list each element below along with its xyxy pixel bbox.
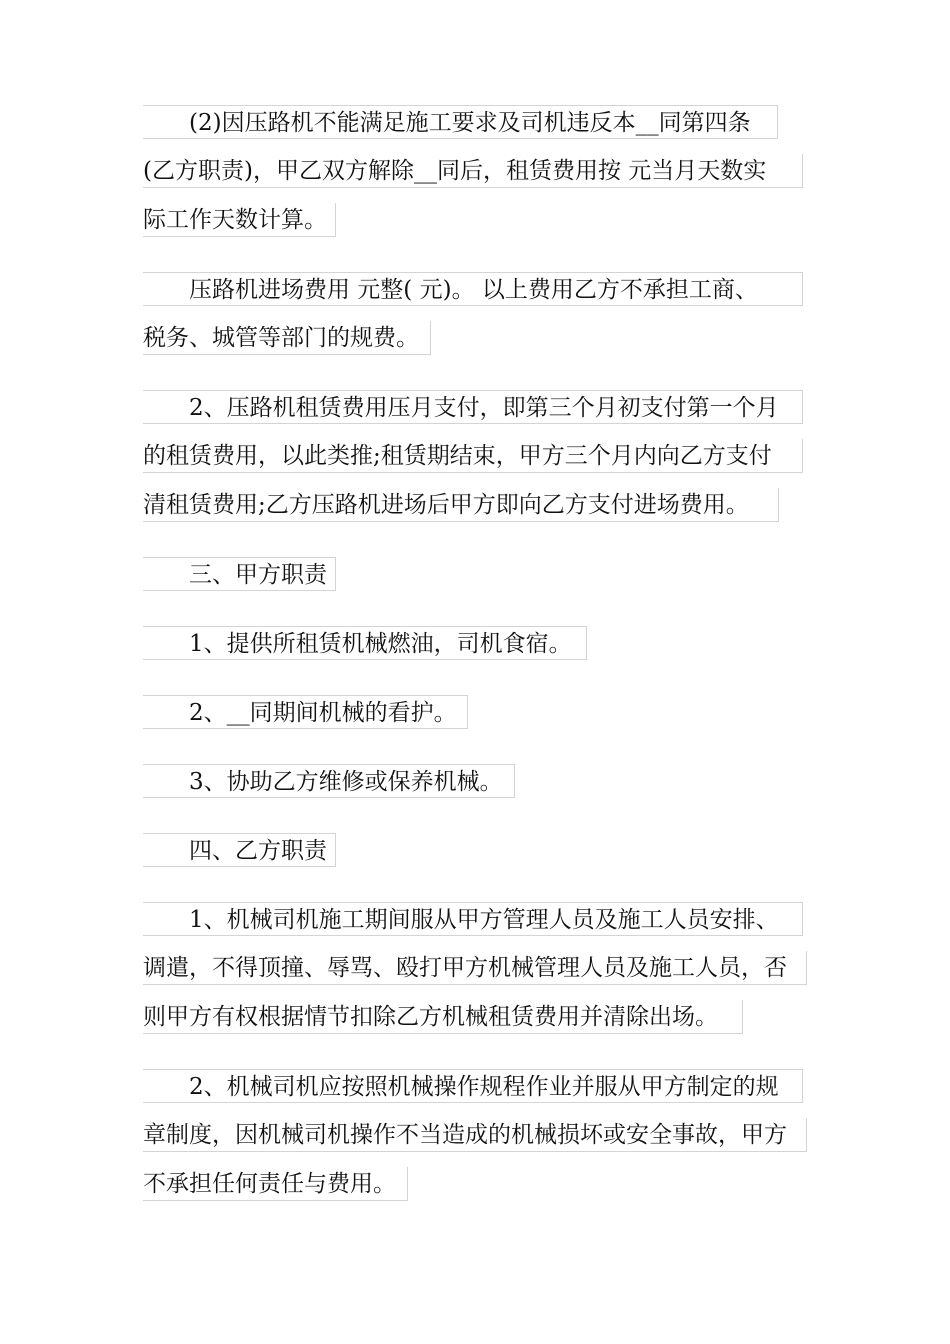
text-line: 压路机进场费用 元整( 元)。 以上费用乙方不承担工商、	[143, 272, 803, 306]
list-item: 3、协助乙方维修或保养机械。	[143, 764, 515, 798]
text-line: (2)因压路机不能满足施工要求及司机违反本__同第四条	[143, 105, 778, 139]
list-item: 2、__同期间机械的看护。	[143, 695, 468, 729]
text-line: 的租赁费用，以此类推;租赁期结束，甲方三个月内向乙方支付	[143, 439, 803, 473]
text-line: 不承担任何责任与费用。	[143, 1167, 408, 1201]
text-line: 1、机械司机施工期间服从甲方管理人员及施工人员安排、	[143, 902, 803, 936]
text-line: 2、压路机租赁费用压月支付，即第三个月初支付第一个月	[143, 390, 803, 424]
text-line: 章制度，因机械司机操作不当造成的机械损坏或安全事故，甲方	[143, 1118, 807, 1152]
text-line: 清租赁费用;乙方压路机进场后甲方即向乙方支付进场费用。	[143, 488, 779, 522]
section-heading: 四、乙方职责	[143, 833, 336, 867]
section-heading: 三、甲方职责	[143, 557, 336, 591]
list-item: 1、提供所租赁机械燃油，司机食宿。	[143, 626, 587, 660]
text-line: 则甲方有权根据情节扣除乙方机械租赁费用并清除出场。	[143, 1000, 743, 1034]
text-line: 际工作天数计算。	[143, 203, 336, 237]
text-line: (乙方职责)，甲乙双方解除__同后，租赁费用按 元当月天数实	[143, 154, 803, 188]
text-line: 调遣，不得顶撞、辱骂、殴打甲方机械管理人员及施工人员，否	[143, 951, 807, 985]
text-line: 2、机械司机应按照机械操作规程作业并服从甲方制定的规	[143, 1069, 803, 1103]
text-line: 税务、城管等部门的规费。	[143, 321, 431, 355]
